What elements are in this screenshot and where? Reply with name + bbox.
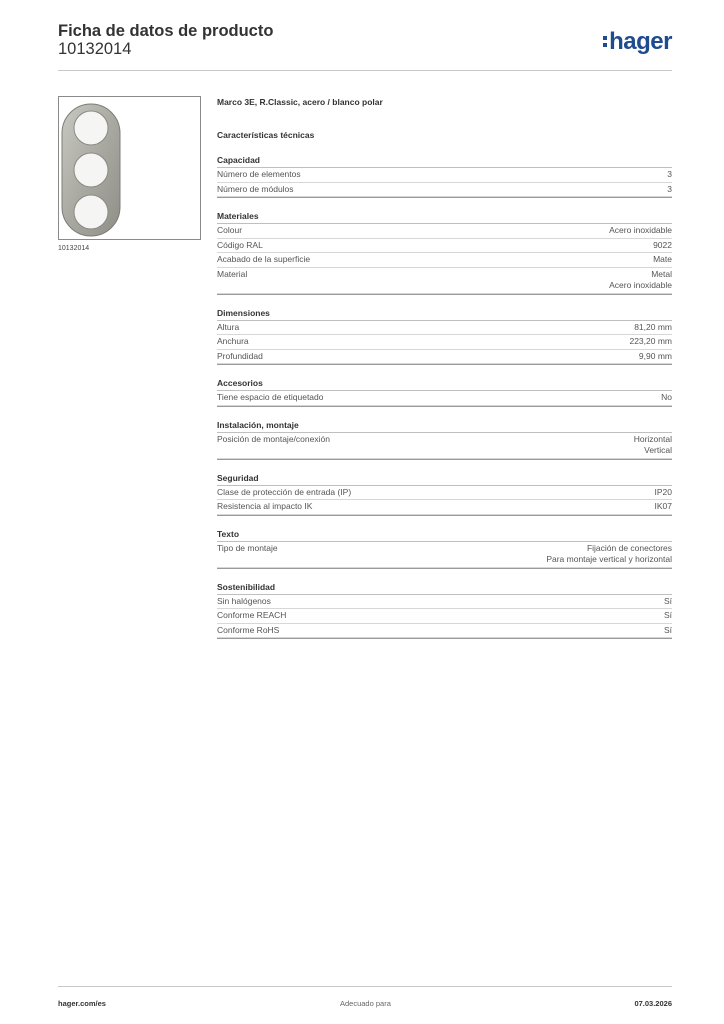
spec-value-line: Horizontal [633,433,672,444]
spec-value-line: 3 [667,183,672,194]
section-title: Dimensiones [217,307,672,321]
section-title: Texto [217,528,672,542]
footer-date: 07.03.2026 [634,999,672,1008]
spec-section [217,377,672,407]
spec-label: Conforme REACH [217,610,287,620]
spec-section [217,528,672,569]
spec-label: Código RAL [217,239,263,250]
spec-row [217,486,672,501]
spec-row [217,239,672,254]
spec-label: Clase de protección de entrada (IP) [217,486,352,497]
section-title: Sostenibilidad [217,581,672,595]
section-rows [217,542,672,569]
logo-colon-icon [603,36,607,50]
page-header [58,20,672,71]
spec-label: Sin halógenos [217,595,271,606]
spec-value-line: Fijación de conectores [586,542,672,553]
spec-row [217,624,672,639]
spec-value-line: 9,90 mm [638,350,672,361]
spec-row [217,391,672,406]
technical-characteristics-title: Características técnicas [217,130,315,140]
spec-value-line: Mate [653,254,672,264]
section-rows [217,433,672,460]
spec-label: Profundidad [217,350,263,361]
spec-value [655,487,673,499]
spec-value [653,240,672,252]
spec-row [217,595,672,610]
spec-label: Posición de montaje/conexión [217,433,330,444]
spec-row [217,500,672,515]
footer-website: hager.com/es [58,999,106,1008]
spec-value [661,392,672,404]
section-rows [217,391,672,407]
section-title: Materiales [217,210,672,224]
spec-label: Conforme RoHS [217,624,280,635]
spec-label: Altura [217,321,240,332]
spec-row [217,433,672,459]
spec-label: Número de elementos [217,169,301,179]
spec-value [664,610,672,622]
frame-3e-icon [59,97,200,239]
image-caption: 10132014 [58,245,90,252]
spec-value-line: Sí [663,624,672,635]
spec-row [217,542,672,568]
spec-value [664,596,672,608]
section-rows [217,224,672,295]
spec-value [634,322,672,334]
section-rows [217,486,672,516]
spec-value [639,351,672,363]
logo-text: hager [609,28,672,55]
page-footer [58,986,672,1015]
spec-row [217,268,672,294]
product-image [58,96,201,240]
spec-value-line: IK07 [654,501,672,511]
spec-section [217,419,672,460]
spec-row [217,350,672,365]
section-rows [217,321,672,366]
product-code: 10132014 [58,40,132,58]
spec-value-line: 81,20 mm [634,321,672,332]
section-rows [217,168,672,198]
spec-row [217,183,672,198]
spec-label: Acabado de la superficie [217,254,311,264]
product-name: Marco 3E, R.Classic, acero / blanco polar [217,97,383,107]
spec-label: Colour [217,225,243,235]
spec-value [653,254,672,266]
spec-value [546,543,672,566]
spec-row [217,253,672,268]
spec-value [609,269,672,292]
section-title: Instalación, montaje [217,419,672,433]
section-rows [217,595,672,640]
spec-row [217,224,672,239]
section-title: Capacidad [217,154,672,168]
spec-value-line: Metal [651,268,672,279]
spec-value-line: 3 [667,169,672,179]
spec-label: Tipo de montaje [217,542,278,553]
page-title: Ficha de datos de producto [58,22,274,40]
spec-label: Número de módulos [217,183,294,194]
spec-value [667,184,672,196]
footer-suitable-for: Adecuado para [340,999,391,1008]
spec-value-line: Vertical [644,445,672,455]
spec-label: Tiene espacio de etiquetado [217,392,324,402]
spec-value-line: Acero inoxidable [609,225,672,235]
spec-value [655,501,673,513]
spec-value-line: Sí [663,610,672,620]
spec-value-line: Sí [663,595,672,606]
spec-value-line: Acero inoxidable [609,280,672,290]
spec-section [217,154,672,198]
spec-label: Material [217,268,248,279]
spec-sections [217,154,672,639]
spec-row [217,609,672,624]
spec-value-line: 223,20 mm [629,336,672,346]
section-title: Accesorios [217,377,672,391]
spec-value [629,336,672,348]
spec-section [217,307,672,366]
spec-value-line: Para montaje vertical y horizontal [546,554,672,564]
spec-value-line: 9022 [653,239,672,250]
spec-section [217,472,672,516]
spec-value [664,625,672,637]
spec-row [217,335,672,350]
spec-value-line: No [661,392,672,402]
spec-value-line: IP20 [654,486,672,497]
product-details [217,97,672,639]
spec-row [217,168,672,183]
spec-section [217,581,672,640]
spec-value [609,225,672,237]
spec-value [667,169,672,181]
section-title: Seguridad [217,472,672,486]
hager-logo [603,28,672,56]
spec-label: Resistencia al impacto IK [217,501,313,511]
spec-row [217,321,672,336]
spec-section [217,210,672,295]
spec-value [634,434,672,457]
spec-label: Anchura [217,336,249,346]
